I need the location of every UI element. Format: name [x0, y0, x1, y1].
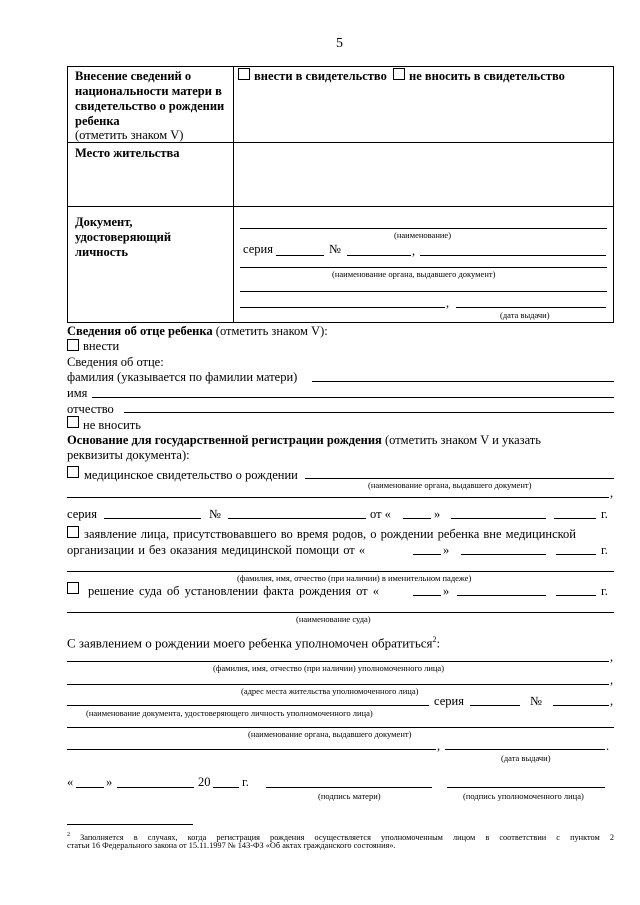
- row1-label-line: Внесение сведений о: [75, 69, 192, 83]
- id-doc-name-field[interactable]: [240, 228, 607, 229]
- authorized-heading: С заявлением о рождении моего ребенка уполномочен обратиться$^2$:: [67, 635, 441, 651]
- authorized-issuer-field[interactable]: [67, 727, 614, 728]
- father-name-label: имя: [67, 386, 88, 400]
- caption: (дата выдачи): [501, 753, 551, 763]
- med-cert-issuer-field-2[interactable]: [67, 497, 609, 498]
- series-label: серия: [243, 242, 273, 256]
- med-cert-month-field[interactable]: [451, 518, 546, 519]
- footnote-line2: статьи 16 Федерального закона от 15.11.1997 № 143-ФЗ «Об актах гражданского состояния».: [67, 841, 396, 850]
- father-enter-checkbox[interactable]: [67, 339, 79, 351]
- id-series-field[interactable]: [276, 255, 324, 256]
- row1-label-line: ребенка: [75, 114, 120, 128]
- father-not-enter-checkbox[interactable]: [67, 416, 79, 428]
- authorized-number-field[interactable]: [553, 705, 609, 706]
- footnote-line1: $^2$ Заполняется в случаях, когда регистрация рождения осуществляется уполномоченным лицом в соответствии с пунктом 2: [67, 832, 615, 842]
- caption: (наименование документа, удостоверяющего личность уполномоченного лица): [86, 708, 373, 718]
- father-info-label: Сведения об отце:: [67, 355, 164, 369]
- father-heading: Сведения об отце ребенка (отметить знаком V):: [67, 324, 328, 338]
- father-not-enter-label: не вносить: [83, 418, 141, 432]
- page-number: 5: [336, 36, 343, 51]
- residence-field[interactable]: [238, 146, 608, 200]
- caption: (дата выдачи): [500, 310, 550, 320]
- residence-label: Место жительства: [75, 146, 180, 160]
- id-issuer-field[interactable]: [240, 267, 607, 268]
- id-doc-label-line: удостоверяющий: [75, 230, 172, 244]
- id-issuer-field-3[interactable]: [240, 307, 445, 308]
- caption: (адрес места жительства уполномоченного лица): [241, 686, 419, 696]
- series-label: серия: [67, 507, 97, 521]
- med-cert-number-field[interactable]: [228, 518, 366, 519]
- not-enter-nationality-label: не вносить в свидетельство: [409, 69, 565, 83]
- caption: (подпись матери): [318, 791, 381, 801]
- court-year-field[interactable]: [556, 595, 596, 596]
- caption: (фамилия, имя, отчество (при наличии) уполномоченного лица): [213, 663, 445, 673]
- row1-label-line: свидетельство о рождении: [75, 99, 225, 113]
- court-month-field[interactable]: [457, 595, 546, 596]
- med-cert-day-field[interactable]: [403, 518, 431, 519]
- court-checkbox[interactable]: [67, 582, 79, 594]
- id-number-field[interactable]: [347, 255, 411, 256]
- caption: (фамилия, имя, отчество (при наличии) в именительном падеже): [237, 573, 472, 583]
- statement-day-field[interactable]: [413, 554, 441, 555]
- med-cert-series-field[interactable]: [104, 518, 201, 519]
- basis-heading: Основание для государственной регистрации рождения (отметить знаком V и указать: [67, 433, 541, 447]
- caption: (наименование органа, выдавшего документ): [248, 729, 412, 739]
- father-patronymic-field[interactable]: [124, 412, 614, 413]
- caption: (наименование): [394, 230, 452, 240]
- row1-label-line: национальности матери в: [75, 84, 222, 98]
- number-label: №: [329, 242, 341, 256]
- series-label: серия: [434, 694, 464, 708]
- statement-checkbox[interactable]: [67, 526, 79, 538]
- id-doc-label-line: личность: [75, 245, 129, 259]
- med-cert-issuer-field[interactable]: [305, 478, 614, 479]
- statement-month-field[interactable]: [461, 554, 546, 555]
- enter-nationality-label: внести в свидетельство: [254, 69, 387, 83]
- caption: (наименование органа, выдавшего документ): [332, 269, 496, 279]
- sign-month-field[interactable]: [117, 787, 194, 788]
- father-enter-label: внести: [83, 339, 120, 353]
- authorized-series-field[interactable]: [470, 705, 520, 706]
- statement-year-field[interactable]: [556, 554, 596, 555]
- authorized-address-field[interactable]: [67, 684, 609, 685]
- court-label: решение суда об установлении факта рождения от «: [88, 584, 380, 598]
- caption: (наименование суда): [296, 614, 371, 624]
- med-cert-year-field[interactable]: [554, 518, 596, 519]
- number-label: №: [209, 507, 221, 521]
- court-day-field[interactable]: [413, 595, 441, 596]
- row1-note: (отметить знаком V): [75, 128, 184, 142]
- basis-heading-line2: реквизиты документа):: [67, 448, 190, 462]
- med-cert-checkbox[interactable]: [67, 466, 79, 478]
- father-name-field[interactable]: [92, 397, 614, 398]
- authorized-fio-field[interactable]: [67, 661, 609, 662]
- caption: (подпись уполномоченного лица): [463, 791, 584, 801]
- authorized-signature-field[interactable]: [447, 787, 605, 788]
- authorized-issuer-field-2[interactable]: [67, 749, 436, 750]
- id-issuer-field-2[interactable]: [240, 291, 607, 292]
- statement-line1: заявление лица, присутствовавшего во время родов, о рождении ребенка вне медицинской: [84, 527, 577, 541]
- father-patronymic-label: отчество: [67, 402, 114, 416]
- statement-person-field[interactable]: [67, 571, 614, 572]
- footnote-separator: [67, 824, 193, 825]
- not-enter-nationality-checkbox[interactable]: [393, 68, 405, 80]
- authorized-issue-date-field[interactable]: [445, 749, 605, 750]
- mother-signature-field[interactable]: [266, 787, 432, 788]
- authorized-doc-field[interactable]: [67, 705, 429, 706]
- enter-nationality-checkbox[interactable]: [238, 68, 250, 80]
- court-name-field[interactable]: [67, 612, 614, 613]
- statement-line2: организации и без оказания медицинской помощи от «: [67, 543, 366, 557]
- father-surname-label: фамилия (указывается по фамилии матери): [67, 370, 298, 384]
- id-doc-extra-field[interactable]: [420, 255, 606, 256]
- number-label: №: [530, 694, 542, 708]
- from-label: от «: [370, 507, 391, 521]
- id-doc-label-line: Документ,: [75, 215, 133, 229]
- med-cert-label: медицинское свидетельство о рождении: [84, 468, 298, 482]
- id-issue-date-field[interactable]: [456, 307, 606, 308]
- sign-day-field[interactable]: [76, 787, 104, 788]
- caption: (наименование органа, выдавшего документ): [368, 480, 532, 490]
- sign-year-field[interactable]: [213, 787, 239, 788]
- father-surname-field[interactable]: [312, 381, 614, 382]
